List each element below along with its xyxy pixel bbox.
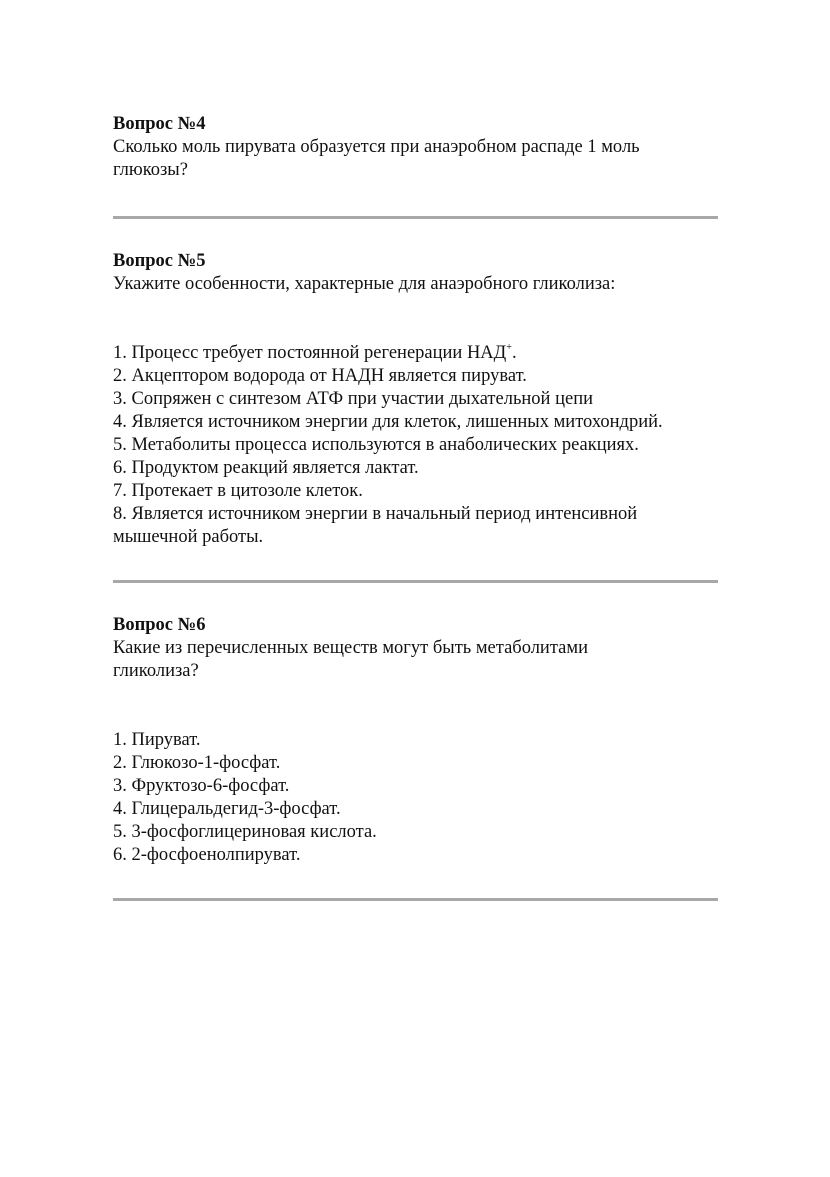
question-text: Сколько моль пирувата образуется при анаэробном распаде 1 моль глюкозы?: [113, 137, 640, 180]
question-text: Укажите особенности, характерные для анаэробного гликолиза:: [113, 274, 616, 294]
question-4: [113, 113, 723, 182]
option-item: 6. Продуктом реакций является лактат.: [113, 458, 419, 478]
option-item: 3. Фруктозо-6-фосфат.: [113, 776, 290, 796]
option-text: 1. Процесс требует постоянной регенерации НАД: [113, 343, 507, 363]
divider: [113, 216, 718, 219]
question-title: Вопрос №6: [113, 615, 206, 635]
divider: [113, 580, 718, 583]
divider: [113, 898, 718, 901]
option-item: 1. Пируват.: [113, 730, 201, 750]
question-5: [113, 250, 723, 549]
option-tail: .: [511, 343, 517, 363]
option-item: 5. Метаболиты процесса используются в анаболических реакциях.: [113, 435, 639, 455]
question-text: Какие из перечисленных веществ могут быть метаболитами гликолиза?: [113, 638, 588, 681]
superscript: +: [506, 342, 512, 353]
options-list: [113, 729, 723, 867]
question-title: Вопрос №4: [113, 114, 206, 134]
option-item: 2. Акцептором водорода от НАДН является пируват.: [113, 366, 527, 386]
option-item: 7. Протекает в цитозоле клеток.: [113, 481, 363, 501]
option-item: 4. Является источником энергии для клеток, лишенных митохондрий.: [113, 412, 663, 432]
option-item: [113, 342, 723, 365]
option-item: 3. Сопряжен с синтезом АТФ при участии дыхательной цепи: [113, 389, 593, 409]
question-title: Вопрос №5: [113, 251, 206, 271]
question-6: [113, 614, 723, 867]
option-item: 5. 3-фосфоглицериновая кислота.: [113, 822, 377, 842]
option-item: 2. Глюкозо-1-фосфат.: [113, 753, 281, 773]
option-item: 4. Глицеральдегид-3-фосфат.: [113, 799, 341, 819]
option-item: 6. 2-фосфоенолпируват.: [113, 845, 301, 865]
options-list: [113, 342, 723, 549]
option-item: 8. Является источником энергии в начальный период интенсивной мышечной работы.: [113, 504, 638, 547]
